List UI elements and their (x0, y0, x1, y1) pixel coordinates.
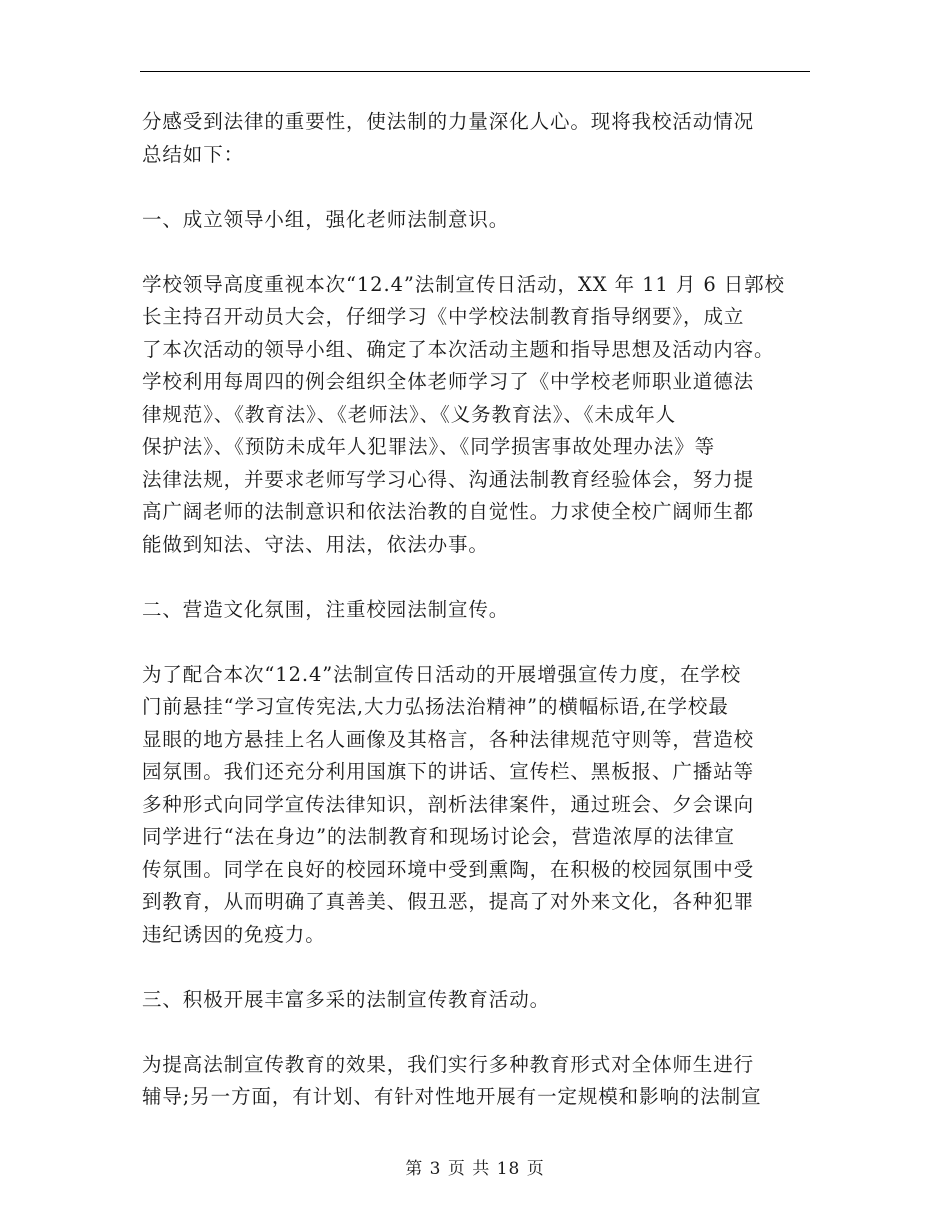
text-line: 多种形式向同学宣传法律知识，剖析法律案件，通过班会、夕会课向 (142, 792, 755, 816)
text-line: 到教育，从而明确了真善美、假丑恶，提高了对外来文化，各种犯罪 (142, 890, 755, 913)
text-line: 学校利用每周四的例会组织全体老师学习了《中学校老师职业道德法 (142, 370, 755, 393)
text-line: 律规范》、《教育法》、《老师法》、《义务教育法》、《未成年人 (142, 402, 677, 426)
text-line: 辅导;另一方面，有计划、有针对性地开展有一定规模和影响的法制宣 (142, 1085, 762, 1108)
header-rule (140, 71, 810, 72)
text-line: 法律法规，并要求老师写学习心得、沟通法制教育经验体会，努力提 (142, 467, 755, 491)
text-line: 总结如下： (142, 142, 245, 166)
paragraph (142, 269, 810, 562)
text-line: 一、成立领导小组，强化老师法制意识。 (142, 207, 510, 231)
text-line: 分感受到法律的重要性，使法制的力量深化人心。现将我校活动情况 (142, 110, 755, 133)
text-line: 违纪诱因的免疫力。 (142, 922, 326, 946)
paragraph-gap (142, 171, 810, 204)
paragraph (142, 106, 810, 171)
text-line: 为提高法制宣传教育的效果，我们实行多种教育形式对全体师生进行 (142, 1052, 755, 1076)
page-footer: 第 3 页 共 18 页 (405, 1159, 545, 1179)
paragraph-gap (142, 561, 810, 594)
text-line: 为了配合本次“12.4”法制宣传日活动的开展增强宣传力度，在学校 (142, 662, 742, 686)
text-line: 了本次活动的领导小组、确定了本次活动主题和指导思想及活动内容。 (142, 337, 775, 361)
text-line: 园氛围。我们还充分利用国旗下的讲话、宣传栏、黑板报、广播站等 (142, 760, 755, 783)
section-heading (142, 594, 810, 627)
document-body (142, 106, 810, 1114)
text-line: 长主持召开动员大会，仔细学习《中学校法制教育指导纲要》，成立 (142, 305, 745, 328)
text-line: 三、积极开展丰富多采的法制宣传教育活动。 (142, 987, 551, 1011)
text-line: 同学进行“法在身边”的法制教育和现场讨论会，营造浓厚的法律宣 (142, 825, 735, 848)
text-line: 传氛围。同学在良好的校园环境中受到熏陶，在积极的校园氛围中受 (142, 857, 755, 881)
paragraph-gap (142, 236, 810, 269)
paragraph (142, 1049, 810, 1114)
section-heading (142, 204, 810, 237)
text-line: 高广阔老师的法制意识和依法治教的自觉性。力求使全校广阔师生都 (142, 500, 755, 523)
text-line: 门前悬挂“学习宣传宪法,大力弘扬法治精神”的横幅标语,在学校最 (142, 695, 729, 718)
text-line: 二、营造文化氛围，注重校园法制宣传。 (142, 597, 510, 621)
paragraph-gap (142, 626, 810, 659)
text-line: 学校领导高度重视本次“12.4”法制宣传日活动，XX 年 11 月 6 日郭校 (142, 272, 785, 296)
paragraph-gap (142, 951, 810, 984)
section-heading (142, 984, 810, 1017)
text-line: 能做到知法、守法、用法，依法办事。 (142, 532, 489, 556)
text-line: 显眼的地方悬挂上名人画像及其格言，各种法律规范守则等，营造校 (142, 727, 755, 751)
text-line: 保护法》、《预防未成年人犯罪法》、《同学损害事故处理办法》等 (142, 435, 716, 458)
paragraph-gap (142, 1016, 810, 1049)
paragraph (142, 659, 810, 952)
